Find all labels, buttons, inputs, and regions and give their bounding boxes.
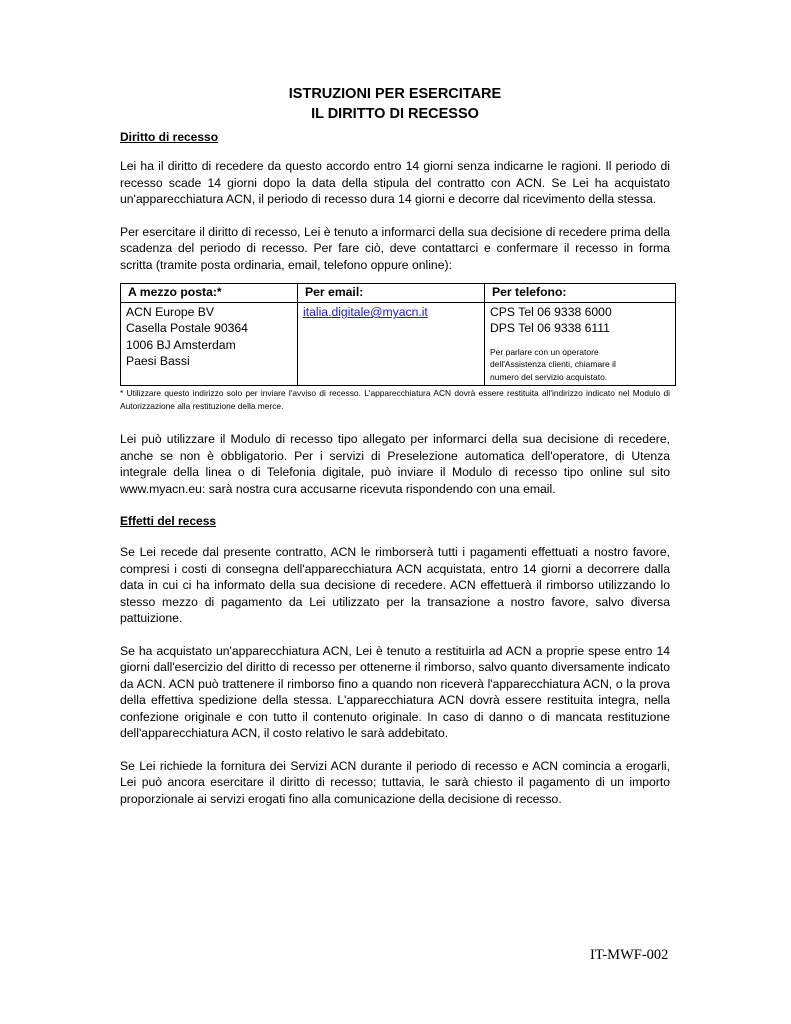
address-line: Paesi Bassi: [126, 353, 190, 368]
title-line-2: IL DIRITTO DI RECESSO: [311, 106, 479, 122]
contact-table-header-row: [121, 284, 676, 303]
address-cell: [121, 303, 298, 386]
phone-line: DPS Tel 06 9338 6111: [490, 321, 610, 336]
address-line: Casella Postale 90364: [126, 321, 248, 336]
document-code: IT-MWF-002: [590, 947, 669, 963]
phone-note-line: Per parlare con un operatore: [490, 346, 599, 357]
header-posta: A mezzo posta:*: [121, 284, 298, 303]
table-footnote: * Utilizzare questo indirizzo solo per inviare l'avviso di recesso. L'apparecchiatura ACN dovrà essere restituita all'indirizzo indicato nel Modulo di Autorizzazione alla restituzione della merce.: [120, 388, 670, 411]
address-line: 1006 BJ Amsterdam: [126, 337, 236, 352]
document-page: [120, 84, 670, 807]
contact-table-body-row: [121, 303, 676, 386]
paragraph-1: Lei ha il diritto di recedere da questo accordo entro 14 giorni senza indicarne le ragioni. Il periodo di recesso scade 14 giorni dopo la data della stipula del contratto con ACN. Se Lei ha acquistato un'apparecchiatura ACN, il periodo di recesso dura 14 giorni e decorre dal ricevimento della stessa.: [120, 159, 670, 206]
phone-note: [490, 346, 670, 384]
header-email: Per email:: [298, 284, 485, 303]
paragraph-2: Per esercitare il diritto di recesso, Lei è tenuto a informarci della sua decisione di recedere prima della scadenza del periodo di recesso. Per fare ciò, deve contattarci e confermare il recesso in forma scritta (tramite posta ordinaria, email, telefono oppure online):: [120, 224, 670, 272]
section-heading-effetti: Effetti del recess: [120, 514, 217, 529]
contact-table: [120, 283, 676, 386]
paragraph-5: Se ha acquistato un'apparecchiatura ACN, Lei è tenuto a restituirla ad ACN a proprie spese entro 14 giorni dall'esercizio del diritto di recesso per ottenerne il rimborso, salvo quanto diversamente indicato da ACN. ACN può trattenere il rimborso fino a quando non riceverà l'apparecchiatura ACN, o la prova della effettiva spedizione della stessa. L'apparecchiatura ACN dovrà essere restituita integra, nella confezione originale e con tutto il contenuto originale. In caso di danno o di mancata restituzione dell'apparecchiatura ACN, il costo relativo le sarà addebitato.: [120, 643, 670, 741]
paragraph-3: Lei può utilizzare il Modulo di recesso tipo allegato per informarci della sua decisione di recedere, anche se non è obbligatorio. Per i servizi di Preselezione automatica dell'operatore, di Utenza integrale della linea o di Telefonia digitale, può inviare il Modulo di recesso tipo online sul sito www.myacn.eu: sarà nostra cura accusarne ricevuta rispondendo con una email.: [120, 432, 670, 496]
header-telefono: Per telefono:: [485, 284, 676, 303]
email-link[interactable]: italia.digitale@myacn.it: [303, 305, 428, 319]
address-line: ACN Europe BV: [126, 305, 215, 319]
document-title: [120, 84, 670, 124]
phone-cell: [485, 303, 676, 386]
phone-note-line: dell'Assistenza clienti, chiamare il: [490, 359, 616, 370]
paragraph-4: Se Lei recede dal presente contratto, ACN le rimborserà tutti i pagamenti effettuati a nostro favore, compresi i costi di consegna dell'apparecchiatura ACN acquistata, entro 14 giorni a decorrere dalla data in cui ci ha informato della sua decisione di recedere. ACN effettuerà il rimborso utilizzando lo stesso mezzo di pagamento da Lei utilizzato per la transazione a nostro favore, salvo diversa pattuizione.: [120, 545, 670, 626]
section-heading-diritto: Diritto di recesso: [120, 130, 219, 144]
paragraph-6: Se Lei richiede la fornitura dei Servizi ACN durante il periodo di recesso e ACN comincia a erogarli, Lei può ancora esercitare il diritto di recesso; tuttavia, le sarà chiesto il pagamento di un importo proporzionale ai servizi erogati fino alla comunicazione della decisione di recesso.: [120, 758, 670, 806]
email-cell: [298, 303, 485, 386]
phone-note-line: numero del servizio acquistato.: [490, 371, 608, 382]
title-line-1: ISTRUZIONI PER ESERCITARE: [288, 86, 502, 102]
phone-line: CPS Tel 06 9338 6000: [490, 305, 612, 319]
